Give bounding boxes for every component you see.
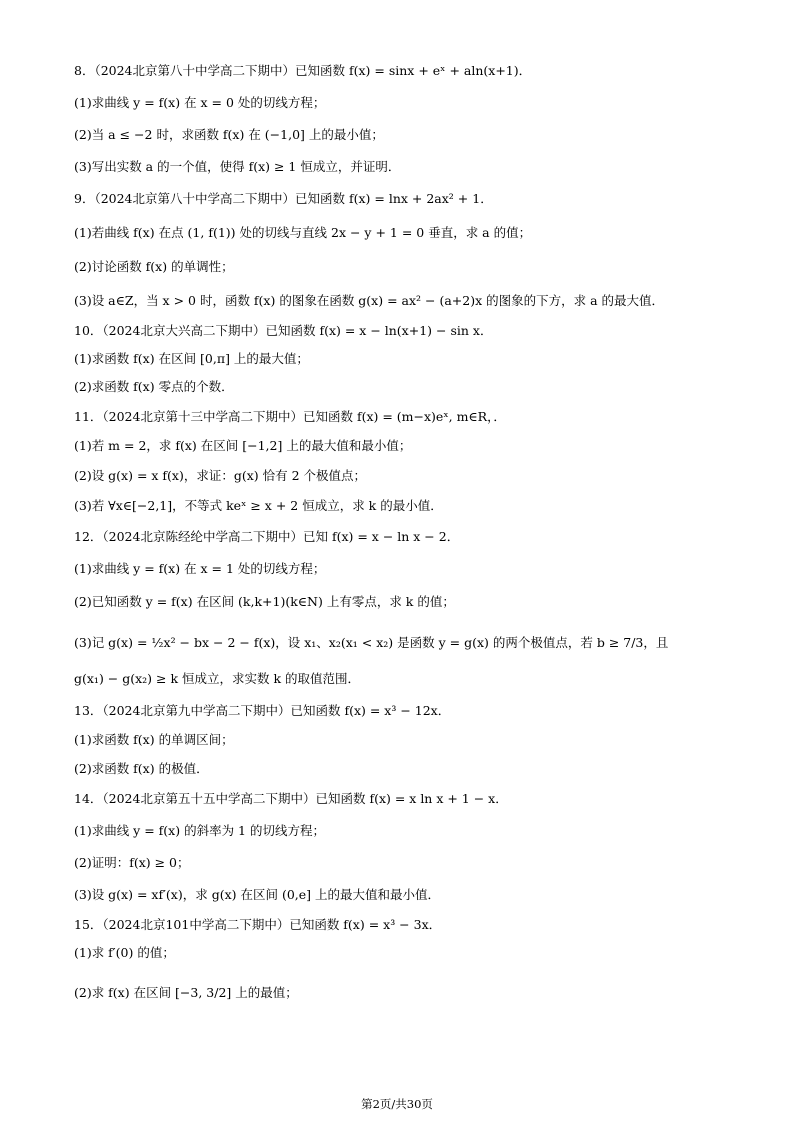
problem-15-part-1: (1)求 f′(0) 的值； [74, 945, 175, 960]
problem-8-part-2: (2)当 a ≤ −2 时，求函数 f(x) 在 (−1,0] 上的最小值； [74, 127, 384, 142]
problem-11-part-1: (1)若 m = 2，求 f(x) 在区间 [−1,2] 上的最大值和最小值； [74, 438, 412, 453]
problem-9-part-3: (3)设 a∈Z，当 x > 0 时，函数 f(x) 的图象在函数 g(x) = ax² − (a+2)x 的图象的下方，求 a 的最大值． [74, 293, 665, 308]
problem-12-part-2: (2)已知函数 y = f(x) 在区间 (k,k+1)(k∈N) 上有零点，求 k 的值； [74, 594, 455, 609]
problem-9-part-2: (2)讨论函数 f(x) 的单调性； [74, 259, 234, 274]
problem-11-title: 11．（2024北京第十三中学高二下期中）已知函数 f(x) = (m−x)eˣ, m∈R，． [74, 409, 506, 424]
problem-8-title: 8．（2024北京第八十中学高二下期中）已知函数 f(x) = sinx + eˣ + aln(x+1)． [74, 63, 532, 78]
problem-13-part-1: (1)求函数 f(x) 的单调区间； [74, 732, 234, 747]
problem-9-title: 9．（2024北京第八十中学高二下期中）已知函数 f(x) = lnx + 2ax² + 1． [74, 191, 493, 206]
problem-10-title: 10．（2024北京大兴高二下期中）已知函数 f(x) = x − ln(x+1) − sin x． [74, 323, 493, 338]
problem-15-title: 15．（2024北京101中学高二下期中）已知函数 f(x) = x³ − 3x． [74, 917, 442, 932]
problem-10-part-2: (2)求函数 f(x) 零点的个数． [74, 379, 234, 394]
problem-14-part-3: (3)设 g(x) = xf′(x)，求 g(x) 在区间 (0,e] 上的最大值和最小值． [74, 887, 440, 902]
problem-9-part-1: (1)若曲线 f(x) 在点 (1, f(1)) 处的切线与直线 2x − y + 1 = 0 垂直，求 a 的值； [74, 225, 532, 240]
problem-15-part-2: (2)求 f(x) 在区间 [−3, 3/2] 上的最值； [74, 985, 298, 1000]
problem-14-part-2: (2)证明：f(x) ≥ 0； [74, 855, 190, 870]
problem-8-part-3: (3)写出实数 a 的一个值，使得 f(x) ≥ 1 恒成立，并证明． [74, 159, 401, 174]
problem-13-title: 13．（2024北京第九中学高二下期中）已知函数 f(x) = x³ − 12x． [74, 703, 451, 718]
problem-14-part-1: (1)求曲线 y = f(x) 的斜率为 1 的切线方程； [74, 823, 325, 838]
problem-12-part-3-cont: g(x₁) − g(x₂) ≥ k 恒成立，求实数 k 的取值范围． [74, 671, 361, 686]
problem-10-part-1: (1)求函数 f(x) 在区间 [0,π] 上的最大值； [74, 351, 309, 366]
problem-8-part-1: (1)求曲线 y = f(x) 在 x = 0 处的切线方程； [74, 95, 326, 110]
problem-12-part-3: (3)记 g(x) = ½x² − bx − 2 − f(x)，设 x₁、x₂(x₁ < x₂) 是函数 y = g(x) 的两个极值点，若 b ≥ 7/3，且 [74, 635, 669, 650]
page-number-footer: 第2页/共30页 [361, 1097, 433, 1111]
problem-12-title: 12．（2024北京陈经纶中学高二下期中）已知 f(x) = x − ln x − 2． [74, 529, 460, 544]
problem-14-title: 14．（2024北京第五十五中学高二下期中）已知函数 f(x) = x ln x + 1 − x． [74, 791, 508, 806]
problem-13-part-2: (2)求函数 f(x) 的极值． [74, 761, 209, 776]
problem-11-part-3: (3)若 ∀x∈[−2,1]，不等式 keˣ ≥ x + 2 恒成立，求 k 的最小值． [74, 498, 443, 513]
problem-12-part-1: (1)求曲线 y = f(x) 在 x = 1 处的切线方程； [74, 561, 326, 576]
problem-11-part-2: (2)设 g(x) = x f(x)，求证：g(x) 恰有 2 个极值点； [74, 468, 367, 483]
